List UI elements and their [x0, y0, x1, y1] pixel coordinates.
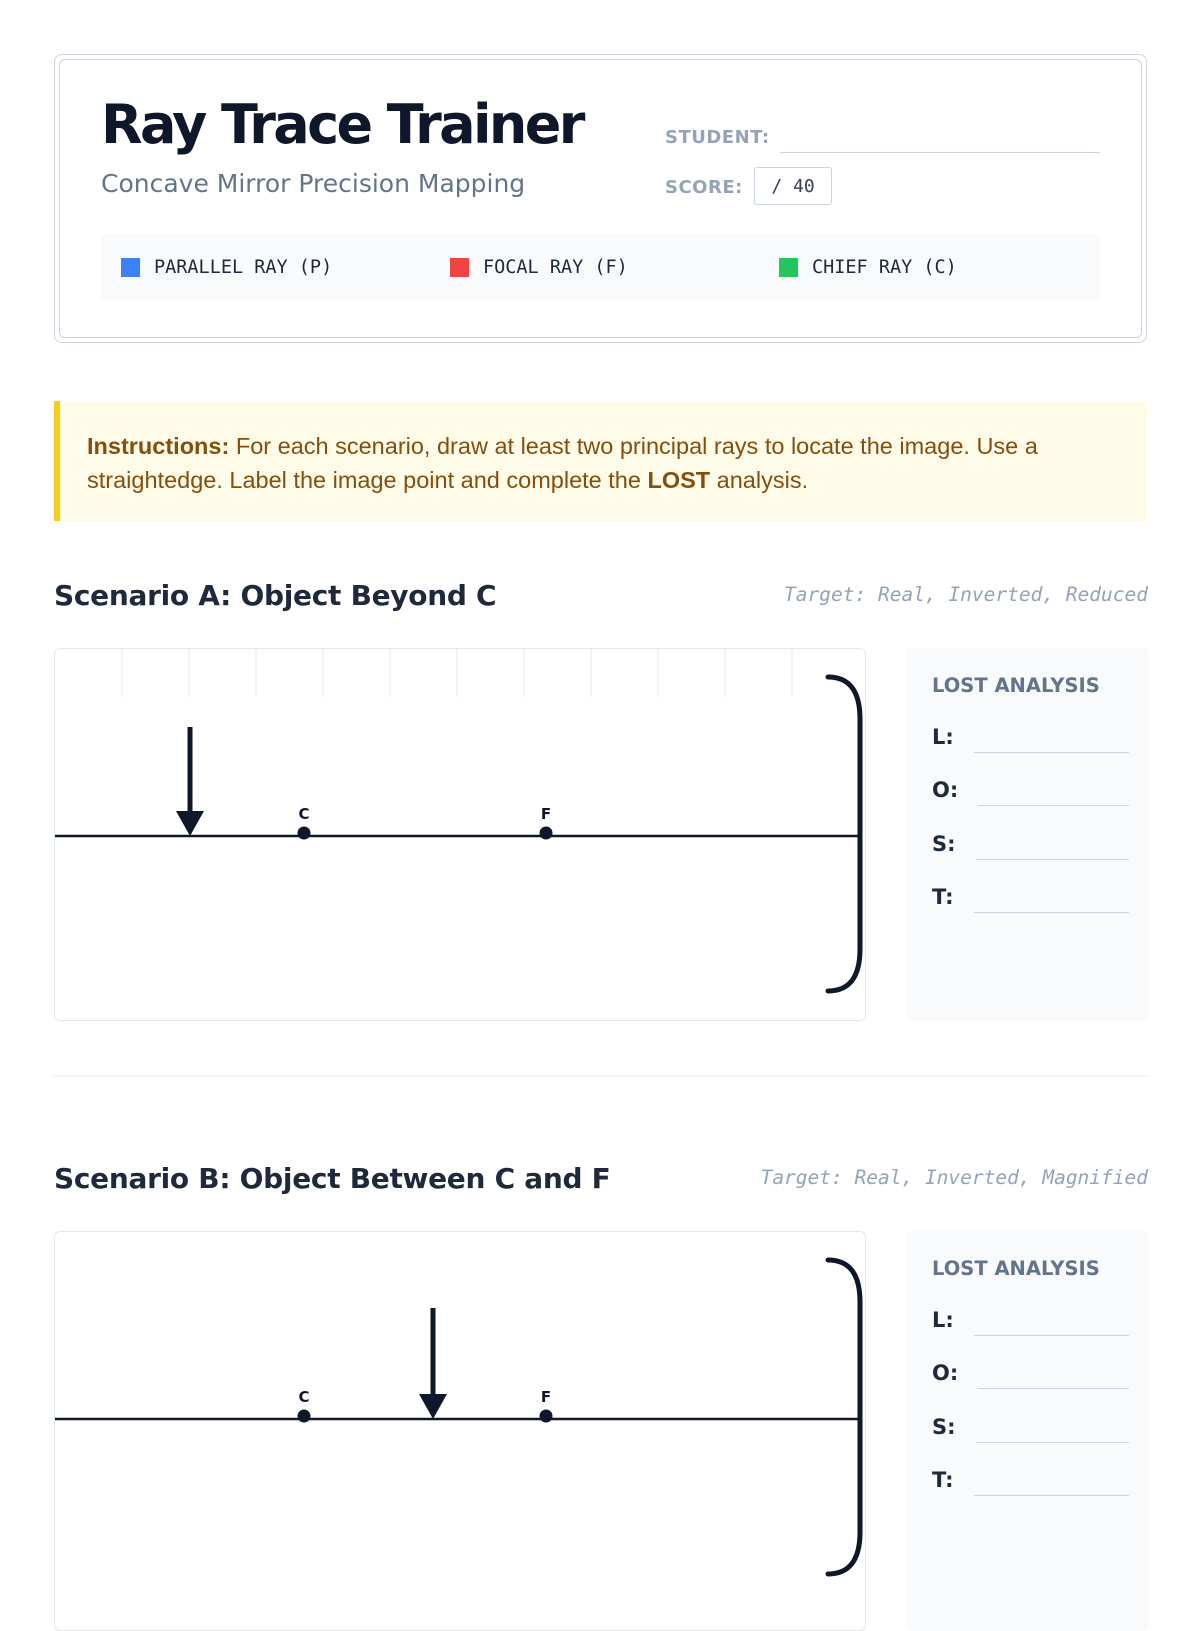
lost-answer-line[interactable] — [974, 752, 1129, 753]
lost-answer-line[interactable] — [978, 805, 1129, 806]
scenario-b-lost-panel — [906, 1231, 1149, 1631]
lost-letter: L: — [932, 725, 954, 749]
ray-legend — [101, 234, 1100, 300]
lost-letter: S: — [932, 832, 956, 856]
instructions-emphasis: LOST — [647, 467, 711, 493]
score-field[interactable]: / 40 — [754, 167, 832, 205]
lost-row-type[interactable] — [932, 1465, 1132, 1495]
point-c — [298, 827, 311, 840]
lost-row-orientation[interactable] — [932, 775, 1132, 805]
focal-ray-swatch — [450, 258, 469, 277]
scenario-b-target: Target: Real, Inverted, Magnified — [760, 1166, 1148, 1189]
point-c — [298, 1410, 311, 1423]
legend-item-focal-ray — [450, 234, 628, 300]
scenario-a-diagram[interactable] — [54, 648, 866, 1021]
legend-label: PARALLEL RAY (P) — [154, 256, 333, 278]
lost-row-type[interactable] — [932, 882, 1132, 912]
instructions-text — [87, 429, 1127, 497]
point-c-label: C — [298, 1388, 310, 1406]
student-label: STUDENT: — [665, 127, 770, 148]
lost-letter: T: — [932, 1468, 954, 1492]
lost-row-size[interactable] — [932, 1412, 1132, 1442]
lost-answer-line[interactable] — [974, 912, 1129, 913]
instructions-body: For each scenario, draw at least two principal rays to locate the image. Use a straightedge. Label the image point and complete the — [87, 433, 1038, 493]
legend-label: CHIEF RAY (C) — [812, 256, 957, 278]
lost-row-orientation[interactable] — [932, 1358, 1132, 1388]
chief-ray-swatch — [779, 258, 798, 277]
lost-answer-line[interactable] — [974, 1335, 1129, 1336]
scenario-b-diagram[interactable] — [54, 1231, 866, 1631]
lost-answer-line[interactable] — [976, 859, 1129, 860]
point-f-label: F — [540, 805, 552, 823]
legend-label: FOCAL RAY (F) — [483, 256, 628, 278]
concave-mirror — [828, 677, 860, 991]
section-divider — [54, 1075, 1147, 1077]
point-f-label: F — [540, 1388, 552, 1406]
scenario-b-title: Scenario B: Object Between C and F — [54, 1162, 611, 1195]
score-label: SCORE: — [665, 177, 743, 198]
lost-analysis-title: LOST ANALYSIS — [932, 674, 1100, 697]
object-arrow — [419, 1308, 447, 1419]
lost-row-location[interactable] — [932, 722, 1132, 752]
scenario-a-diagram-svg — [55, 649, 866, 1021]
lost-letter: T: — [932, 885, 954, 909]
point-f — [540, 827, 553, 840]
student-name-field[interactable] — [780, 152, 1100, 153]
scenario-a-target: Target: Real, Inverted, Reduced — [784, 583, 1148, 606]
instructions-lead: Instructions: — [87, 433, 230, 459]
object-arrow — [176, 727, 204, 836]
lost-letter: S: — [932, 1415, 956, 1439]
lost-answer-line[interactable] — [976, 1442, 1129, 1443]
point-c-label: C — [298, 805, 310, 823]
concave-mirror — [828, 1260, 860, 1574]
lost-answer-line[interactable] — [974, 1495, 1129, 1496]
point-f — [540, 1410, 553, 1423]
ruler-ticks — [122, 649, 792, 697]
lost-letter: O: — [932, 1361, 959, 1385]
page-subtitle: Concave Mirror Precision Mapping — [101, 169, 526, 198]
legend-item-parallel-ray — [121, 234, 332, 300]
legend-item-chief-ray — [779, 234, 957, 300]
page-title: Ray Trace Trainer — [101, 93, 583, 156]
instructions-tail: analysis. — [710, 467, 809, 493]
scenario-a-title: Scenario A: Object Beyond C — [54, 579, 497, 612]
lost-letter: L: — [932, 1308, 954, 1332]
lost-row-size[interactable] — [932, 829, 1132, 859]
parallel-ray-swatch — [121, 258, 140, 277]
lost-answer-line[interactable] — [978, 1388, 1129, 1389]
instructions-box — [54, 401, 1147, 521]
lost-row-location[interactable] — [932, 1305, 1132, 1335]
lost-letter: O: — [932, 778, 959, 802]
scenario-b-diagram-svg — [55, 1232, 866, 1631]
scenario-a-lost-panel — [906, 648, 1149, 1021]
lost-analysis-title: LOST ANALYSIS — [932, 1257, 1100, 1280]
